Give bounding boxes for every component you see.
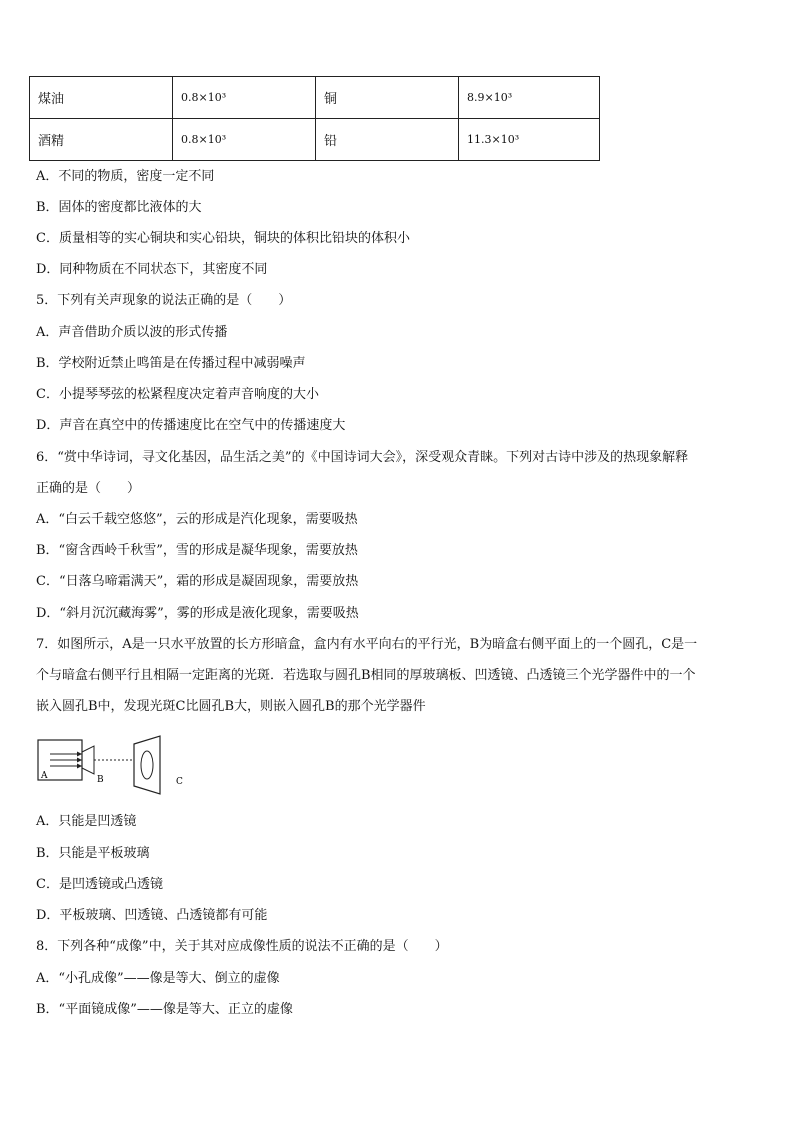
- q4-option-b: B．固体的密度都比液体的大: [36, 200, 202, 215]
- q7-option-b: B．只能是平板玻璃: [36, 846, 150, 861]
- label-c: C: [176, 777, 183, 787]
- q6-option-a: A．“白云千载空悠悠”，云的形成是汽化现象，需要吸热: [36, 512, 358, 527]
- table-cell: 0.8×10³: [173, 119, 316, 161]
- arrow-head: [77, 758, 82, 763]
- q5-stem: 5．下列有关声现象的说法正确的是（ ）: [36, 293, 292, 308]
- q5-option-b: B．学校附近禁止鸣笛是在传播过程中减弱噪声: [36, 356, 306, 371]
- table-cell: 铜: [316, 77, 459, 119]
- optics-figure: [36, 734, 196, 796]
- q6-option-d: D．“斜月沉沉藏海雾”，雾的形成是液化现象，需要吸热: [36, 606, 359, 621]
- table-cell: 煤油: [30, 77, 173, 119]
- q4-option-c: C．质量相等的实心铜块和实心铅块，铜块的体积比铅块的体积小: [36, 231, 410, 246]
- q7-option-a: A．只能是凹透镜: [36, 814, 137, 829]
- density-table: [29, 76, 600, 161]
- table-cell: 酒精: [30, 119, 173, 161]
- q6-stem-line2: 正确的是（ ）: [36, 481, 141, 496]
- q7-stem-line3: 嵌入圆孔B中，发现光斑C比圆孔B大，则嵌入圆孔B的那个光学器件: [36, 699, 426, 714]
- q4-option-a: A．不同的物质，密度一定不同: [36, 169, 215, 184]
- arrow-head: [77, 764, 82, 769]
- arrow-head: [77, 752, 82, 757]
- table-cell: 8.9×10³: [459, 77, 600, 119]
- label-a: A: [41, 771, 48, 781]
- q6-option-b: B．“窗含西岭千秋雪”，雪的形成是凝华现象，需要放热: [36, 543, 358, 558]
- hole-b: [82, 746, 94, 774]
- table-cell: 铅: [316, 119, 459, 161]
- q8-option-a: A．“小孔成像”——像是等大、倒立的虚像: [36, 971, 280, 986]
- q5-option-d: D．声音在真空中的传播速度比在空气中的传播速度大: [36, 418, 346, 433]
- q4-option-d: D．同种物质在不同状态下，其密度不同: [36, 262, 268, 277]
- table-cell: 0.8×10³: [173, 77, 316, 119]
- q7-option-d: D．平板玻璃、凹透镜、凸透镜都有可能: [36, 908, 268, 923]
- q7-stem-line1: 7．如图所示，A是一只水平放置的长方形暗盒，盒内有水平向右的平行光，B为暗盒右侧平面上的一个圆孔，C是一: [36, 637, 698, 652]
- q6-option-c: C．“日落乌啼霜满天”，霜的形成是凝固现象，需要放热: [36, 574, 359, 589]
- q5-option-c: C．小提琴琴弦的松紧程度决定着声音响度的大小: [36, 387, 319, 402]
- q5-option-a: A．声音借助介质以波的形式传播: [36, 325, 228, 340]
- q8-option-b: B．“平面镜成像”——像是等大、正立的虚像: [36, 1002, 293, 1017]
- screen-c: [134, 736, 160, 794]
- q7-stem-line2: 个与暗盒右侧平行且相隔一定距离的光斑．若选取与圆孔B相同的厚玻璃板、凹透镜、凸透镜三个光学器件中的一个: [36, 668, 696, 683]
- table-row: [30, 119, 600, 161]
- light-spot: [141, 751, 153, 779]
- table-cell: 11.3×10³: [459, 119, 600, 161]
- q8-stem: 8．下列各种“成像”中，关于其对应成像性质的说法不正确的是（ ）: [36, 939, 448, 954]
- table-row: [30, 77, 600, 119]
- q7-option-c: C．是凹透镜或凸透镜: [36, 877, 163, 892]
- q6-stem-line1: 6．“赏中华诗词，寻文化基因，品生活之美”的《中国诗词大会》，深受观众青睐。下列对古诗中涉及的热现象解释: [36, 450, 689, 465]
- label-b: B: [97, 775, 104, 785]
